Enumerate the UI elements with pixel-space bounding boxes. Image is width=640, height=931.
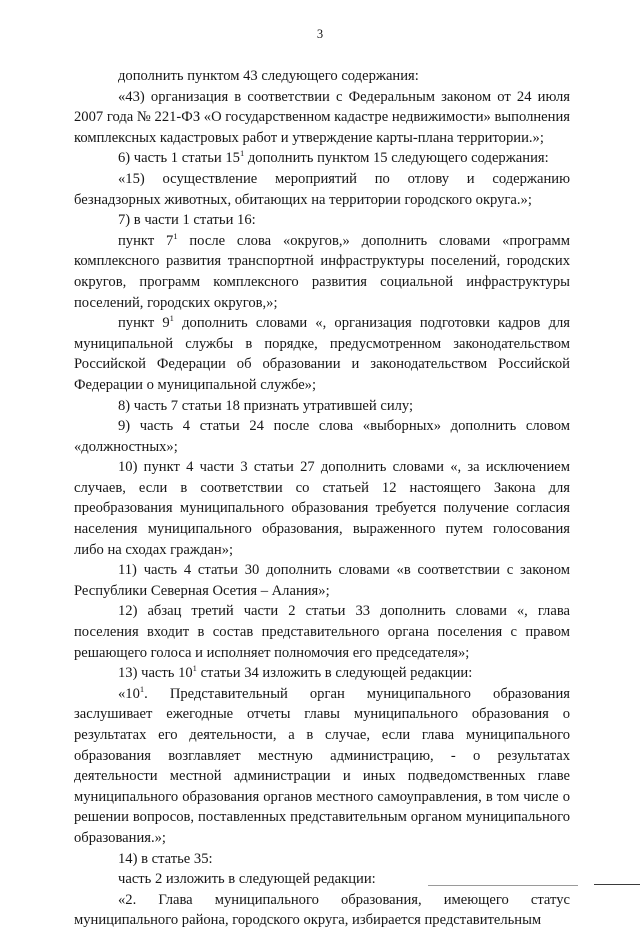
- superscript: 1: [173, 230, 178, 241]
- paragraph: 11) часть 4 статьи 30 дополнить словами «в соответствии с законом Республики Северная Осетия – Алания»;: [74, 562, 570, 599]
- paragraph: «43) организация в соответствии с Федеральным законом от 24 июля 2007 года № 221-ФЗ «О государственном кадастре недвижимости» выполнения комплексных кадастровых работ и утверждение карты-плана территории.»;: [74, 88, 570, 146]
- paragraph-text: 6) часть 1 статьи 15: [118, 150, 240, 167]
- document-body: [74, 66, 570, 931]
- paragraph: «2. Глава муниципального образования, имеющего статус муниципального района, городского округа, избирается представительным: [74, 891, 570, 929]
- paragraph-text: «10: [118, 685, 140, 702]
- paragraph: часть 2 изложить в следующей редакции:: [118, 871, 376, 888]
- paragraph: [74, 231, 570, 313]
- paragraph-text: после слова «округов,» дополнить словами «программ комплексного развития транспортной инфраструктуры поселений, городских округов, программ комплексного развития социальной инфраструктуры поселений, городских округов,»;: [74, 232, 571, 311]
- paragraph-text: пункт 7: [118, 232, 174, 249]
- paragraph: [74, 148, 570, 169]
- paragraph: 14) в статье 35:: [118, 850, 213, 867]
- paragraph-text: дополнить пунктом 15 следующего содержания:: [244, 150, 549, 167]
- scan-artifact-line: [428, 885, 578, 886]
- paragraph-text: пункт 9: [118, 315, 170, 332]
- paragraph-text: . Представительный орган муниципального образования заслушивает ежегодные отчеты главы муниципального образования о результатах его деятельности, а в случае, если глава муниципального образования возглавляет местную администрацию, - о результатах деятельности местной администрации и иных подведомственных главе муниципального образования органов местного самоуправления, в том числе о решении вопросов, поставленных представительным органом муниципального образования.»;: [74, 685, 570, 846]
- paragraph: [74, 663, 570, 684]
- paragraph: 10) пункт 4 части 3 статьи 27 дополнить словами «, за исключением случаев, если в соответствии со статьей 12 настоящего Закона для преобразования муниципального образования требуется получение согласия населения муниципального образования, выраженного путем голосования либо на сходах граждан»;: [74, 459, 570, 558]
- paragraph: дополнить пунктом 43 следующего содержания:: [118, 68, 419, 84]
- paragraph-text: дополнить словами «, организация подготовки кадров для муниципальной службы в порядке, предусмотренном законодательством Российской Федерации об образовании и законодательством Российской Федерации о муниципальной службе»;: [74, 315, 570, 393]
- scan-artifact-line: [594, 884, 640, 885]
- paragraph: [74, 684, 570, 849]
- paragraph-text: статьи 34 изложить в следующей редакции:: [196, 665, 473, 682]
- paragraph: 7) в части 1 статьи 16:: [118, 212, 256, 229]
- paragraph: 9) часть 4 статьи 24 после слова «выборных» дополнить словом «должностных»;: [74, 418, 570, 455]
- paragraph-text: 13) часть 10: [118, 665, 193, 682]
- superscript: 1: [239, 148, 245, 159]
- page-number: 3: [316, 27, 324, 41]
- paragraph: «15) осуществление мероприятий по отлову и содержанию безнадзорных животных, обитающих на территории городского округа.»;: [74, 170, 570, 208]
- superscript: 1: [192, 663, 197, 674]
- paragraph: 12) абзац третий части 2 статьи 33 дополнить словами «, глава поселения входит в состав представительного органа поселения с правом решающего голоса и исполняет полномочия его председателя»;: [74, 603, 570, 661]
- superscript: 1: [169, 313, 174, 324]
- paragraph: 8) часть 7 статьи 18 признать утратившей силу;: [118, 397, 414, 414]
- superscript: 1: [139, 683, 145, 694]
- paragraph: [74, 313, 570, 395]
